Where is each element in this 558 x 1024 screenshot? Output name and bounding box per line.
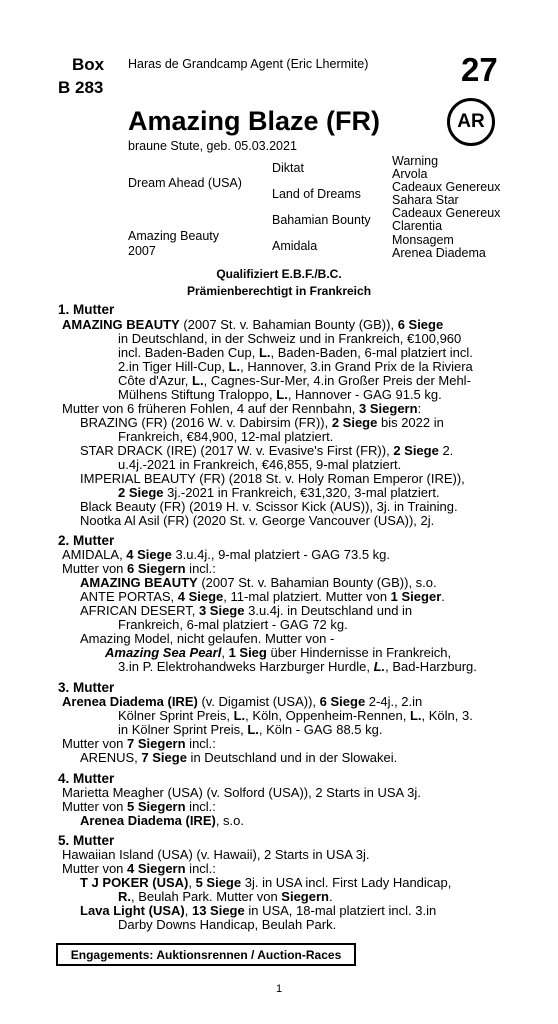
- listed-text: L.: [233, 708, 246, 723]
- wins-text: 3 Siege: [198, 603, 245, 618]
- wins-text: 1 Sieg: [228, 645, 267, 660]
- section-heading-dam-1: 1. Mutter: [58, 302, 115, 317]
- dam-2-line: [80, 604, 412, 618]
- text: ARENUS,: [80, 750, 142, 765]
- text: 2.: [438, 443, 454, 458]
- text: STAR DRACK (IRE) (2017 W. v. Evasive's First (FR)),: [80, 443, 394, 458]
- text: Mutter von: [62, 799, 128, 814]
- dam-4-line: [62, 800, 216, 814]
- text: Mutter von: [62, 861, 128, 876]
- text: , Hannover - GAG 91.5 kg.: [287, 387, 442, 402]
- horse-name-text: Lava Light (USA): [80, 903, 185, 918]
- page-number: 1: [275, 983, 283, 995]
- listed-text: L.: [276, 387, 288, 402]
- dam-1-line: Nootka Al Asil (FR) (2020 St. v. George Vancouver (USA)), 2j.: [80, 513, 435, 528]
- pedigree-sire-sire: Diktat: [272, 161, 304, 175]
- dam-3-line: [118, 723, 382, 737]
- pedigree-g4: Sahara Star: [392, 193, 459, 207]
- wins-text: 2 Siege: [118, 485, 164, 500]
- dam-1-line: u.4j.-2021 in Frankreich, €46,855, 9-mal platziert.: [118, 457, 402, 472]
- text: incl.:: [185, 861, 216, 876]
- text: incl.:: [185, 736, 216, 751]
- wins-text: 7 Siege: [141, 750, 187, 765]
- dam-2-line: [80, 576, 437, 590]
- listed-text: L.: [258, 345, 271, 360]
- pedigree-g3: Cadeaux Genereux: [392, 180, 501, 194]
- dam-5-line: [62, 862, 216, 876]
- text: ANTE PORTAS,: [80, 589, 178, 604]
- text: Kölner Sprint Preis,: [118, 708, 234, 723]
- dam-5-line: [118, 890, 333, 904]
- horse-name-text: AMAZING BEAUTY: [80, 575, 198, 590]
- text: .: [328, 889, 333, 904]
- dam-2-line: [105, 646, 451, 660]
- horse-name-text: Arenea Diadema (IRE): [62, 694, 198, 709]
- dam-1-line: IMPERIAL BEAUTY (FR) (2018 St. v. Holy Roman Emperor (IRE)),: [80, 471, 465, 486]
- wins-text: 6 Siege: [397, 317, 444, 332]
- dam-5-line: Darby Downs Handicap, Beulah Park.: [118, 917, 337, 932]
- text: in USA, 18-mal platziert incl. 3.in: [244, 903, 437, 918]
- text: Mutter von 6 früheren Fohlen, 4 auf der Rennbahn,: [62, 401, 360, 416]
- pedigree-g6: Clarentia: [392, 219, 443, 233]
- text: 2.in Tiger Hill-Cup,: [118, 359, 229, 374]
- text: (v. Digamist (USA)),: [197, 694, 320, 709]
- box-number: B 283: [58, 78, 104, 97]
- text: 2-4j., 2.in: [365, 694, 423, 709]
- wins-text: 13 Siege: [191, 903, 245, 918]
- dam-4-line: [80, 814, 244, 828]
- dam-1-line: [118, 388, 442, 402]
- text: , 11-mal platziert. Mutter von: [223, 589, 391, 604]
- text: incl.:: [185, 561, 216, 576]
- wins-text: 2 Siege: [393, 443, 439, 458]
- dam-2-line: Amazing Model, nicht gelaufen. Mutter von -: [80, 631, 335, 646]
- pedigree-dam-dam: Amidala: [272, 239, 318, 253]
- pedigree-g7: Monsagem: [392, 233, 454, 247]
- dam-1-line: [62, 402, 421, 416]
- dam-2-line: Frankreich, 6-mal platziert - GAG 72 kg.: [118, 617, 348, 632]
- wins-text: 6 Siege: [319, 694, 366, 709]
- text: 3j. in USA incl. First Lady Handicap,: [241, 875, 452, 890]
- pedigree-g2: Arvola: [392, 167, 428, 181]
- text: in Kölner Sprint Preis,: [118, 722, 248, 737]
- dam-1-line: Black Beauty (FR) (2019 H. v. Scissor Kick (AUS)), 3j. in Training.: [80, 499, 458, 514]
- text: Côte d'Azur,: [118, 373, 193, 388]
- pedigree-sire-dam: Land of Dreams: [272, 187, 361, 201]
- text: in Deutschland und in der Slowakei.: [186, 750, 398, 765]
- dam-2-line: [62, 548, 390, 562]
- qualification-france: Prämienberechtigt in Frankreich: [186, 284, 372, 298]
- text: , Cagnes-Sur-Mer, 4.in Großer Preis der Mehl-: [203, 373, 471, 388]
- text: BRAZING (FR) (2016 W. v. Dabirsim (FR)),: [80, 415, 332, 430]
- engagement-box: [56, 943, 356, 966]
- horse-name: Amazing Blaze (FR): [128, 106, 381, 136]
- horse-name-text: T J POKER (USA): [80, 875, 189, 890]
- dam-5-line: [80, 876, 451, 890]
- text: AFRICAN DESERT,: [80, 603, 199, 618]
- dam-1-line: [118, 360, 473, 374]
- dam-3-line: [62, 695, 422, 709]
- text: , Köln - GAG 88.5 kg.: [258, 722, 383, 737]
- badge-label: AR: [457, 111, 485, 132]
- listed-text: L.: [409, 708, 422, 723]
- dam-1-line: [62, 318, 443, 332]
- text: 3.u.4j., 9-mal platziert - GAG 73.5 kg.: [171, 547, 391, 562]
- dam-4-line: Marietta Meagher (USA) (v. Solford (USA)), 2 Starts in USA 3j.: [62, 785, 421, 800]
- winners-text: Siegern: [281, 889, 329, 904]
- dam-2-line: [118, 660, 477, 674]
- winners-text: 5 Siegern: [127, 799, 186, 814]
- text: incl. Baden-Baden Cup,: [118, 345, 259, 360]
- text: ,: [184, 903, 192, 918]
- dam-2-line: [80, 590, 445, 604]
- text: ,: [221, 645, 229, 660]
- text: 3j.-2021 in Frankreich, €31,320, 3-mal platziert.: [163, 485, 440, 500]
- dam-1-line: Frankreich, €84,900, 12-mal platziert.: [118, 429, 334, 444]
- horse-name-text: AMAZING BEAUTY: [62, 317, 180, 332]
- dam-1-line: [80, 416, 444, 430]
- text: Mutter von: [62, 736, 128, 751]
- dam-5-line: Hawaiian Island (USA) (v. Hawaii), 2 Starts in USA 3j.: [62, 847, 370, 862]
- section-heading-dam-3: 3. Mutter: [58, 680, 115, 695]
- dam-1-line: [80, 444, 453, 458]
- text: bis 2022 in: [377, 415, 444, 430]
- listed-text: L.: [373, 659, 386, 674]
- pedigree-g1: Warning: [392, 154, 439, 168]
- dam-1-line: in Deutschland, in der Schweiz und in Frankreich, €100,960: [118, 331, 462, 346]
- dam-3-line: [80, 751, 397, 765]
- box-label: Box: [72, 55, 105, 74]
- pedigree-dam: Amazing Beauty: [128, 229, 220, 243]
- dam-1-line: [118, 486, 440, 500]
- text: , Köln, 3.: [421, 708, 473, 723]
- text: (2007 St. v. Bahamian Bounty (GB)),: [179, 317, 398, 332]
- text: , Hannover, 3.in Grand Prix de la Riviera: [240, 359, 473, 374]
- text: ,: [188, 875, 196, 890]
- listed-text: L.: [228, 359, 241, 374]
- text: über Hindernisse in Frankreich,: [266, 645, 452, 660]
- dam-3-line: [62, 737, 216, 751]
- pedigree-dam-sire: Bahamian Bounty: [272, 213, 371, 227]
- pedigree-g8: Arenea Diadema: [392, 246, 486, 260]
- listed-text: L.: [247, 722, 259, 737]
- text: incl.:: [185, 799, 216, 814]
- wins-text: 4 Siege: [126, 547, 172, 562]
- engagement-text: Engagements: Auktionsrennen / Auction-Races: [70, 947, 342, 962]
- wins-text: 2 Siege: [331, 415, 378, 430]
- horse-name-text: Amazing Sea Pearl: [105, 645, 222, 660]
- pedigree-dam-year: 2007: [128, 244, 156, 258]
- restricted-text: R.: [118, 889, 131, 904]
- winners-text: 3 Siegern: [359, 401, 418, 416]
- lot-number: 27: [461, 51, 498, 88]
- wins-text: 4 Siege: [177, 589, 224, 604]
- winner-text: 1 Sieger: [390, 589, 442, 604]
- text: Mutter von: [62, 561, 128, 576]
- horse-description: braune Stute, geb. 05.03.2021: [128, 139, 297, 153]
- text: , Baden-Baden, 6-mal platziert incl.: [270, 345, 473, 360]
- winners-text: 4 Siegern: [127, 861, 186, 876]
- wins-text: 5 Siege: [195, 875, 242, 890]
- horse-name-text: Arenea Diadema (IRE): [80, 813, 216, 828]
- text: , Köln, Oppenheim-Rennen,: [245, 708, 410, 723]
- pedigree-sire: Dream Ahead (USA): [128, 176, 242, 190]
- text: .: [441, 589, 445, 604]
- text: , s.o.: [215, 813, 245, 828]
- pedigree-g5: Cadeaux Genereux: [392, 206, 501, 220]
- listed-text: L.: [192, 373, 204, 388]
- text: , Bad-Harzburg.: [385, 659, 477, 674]
- winners-text: 6 Siegern: [127, 561, 186, 576]
- consignor: Haras de Grandcamp Agent (Eric Lhermite): [128, 57, 369, 71]
- ar-badge-icon: [447, 98, 495, 146]
- winners-text: 7 Siegern: [127, 736, 186, 751]
- section-heading-dam-5: 5. Mutter: [58, 833, 115, 848]
- dam-5-line: [80, 904, 436, 918]
- dam-1-line: [118, 346, 473, 360]
- dam-1-line: [118, 374, 471, 388]
- text: 3.in P. Elektrohandweks Harzburger Hurdle,: [118, 659, 374, 674]
- qualification-ebf: Qualifiziert E.B.F./B.C.: [216, 267, 342, 281]
- section-heading-dam-2: 2. Mutter: [58, 533, 115, 548]
- text: (2007 St. v. Bahamian Bounty (GB)), s.o.: [197, 575, 437, 590]
- dam-3-line: [118, 709, 473, 723]
- section-heading-dam-4: 4. Mutter: [58, 771, 115, 786]
- text: , Beulah Park. Mutter von: [131, 889, 282, 904]
- dam-2-line: [62, 562, 216, 576]
- text: AMIDALA,: [62, 547, 127, 562]
- text: Mülhens Stiftung Traloppo,: [118, 387, 277, 402]
- text: :: [417, 401, 422, 416]
- text: 3.u.4j. in Deutschland und in: [244, 603, 413, 618]
